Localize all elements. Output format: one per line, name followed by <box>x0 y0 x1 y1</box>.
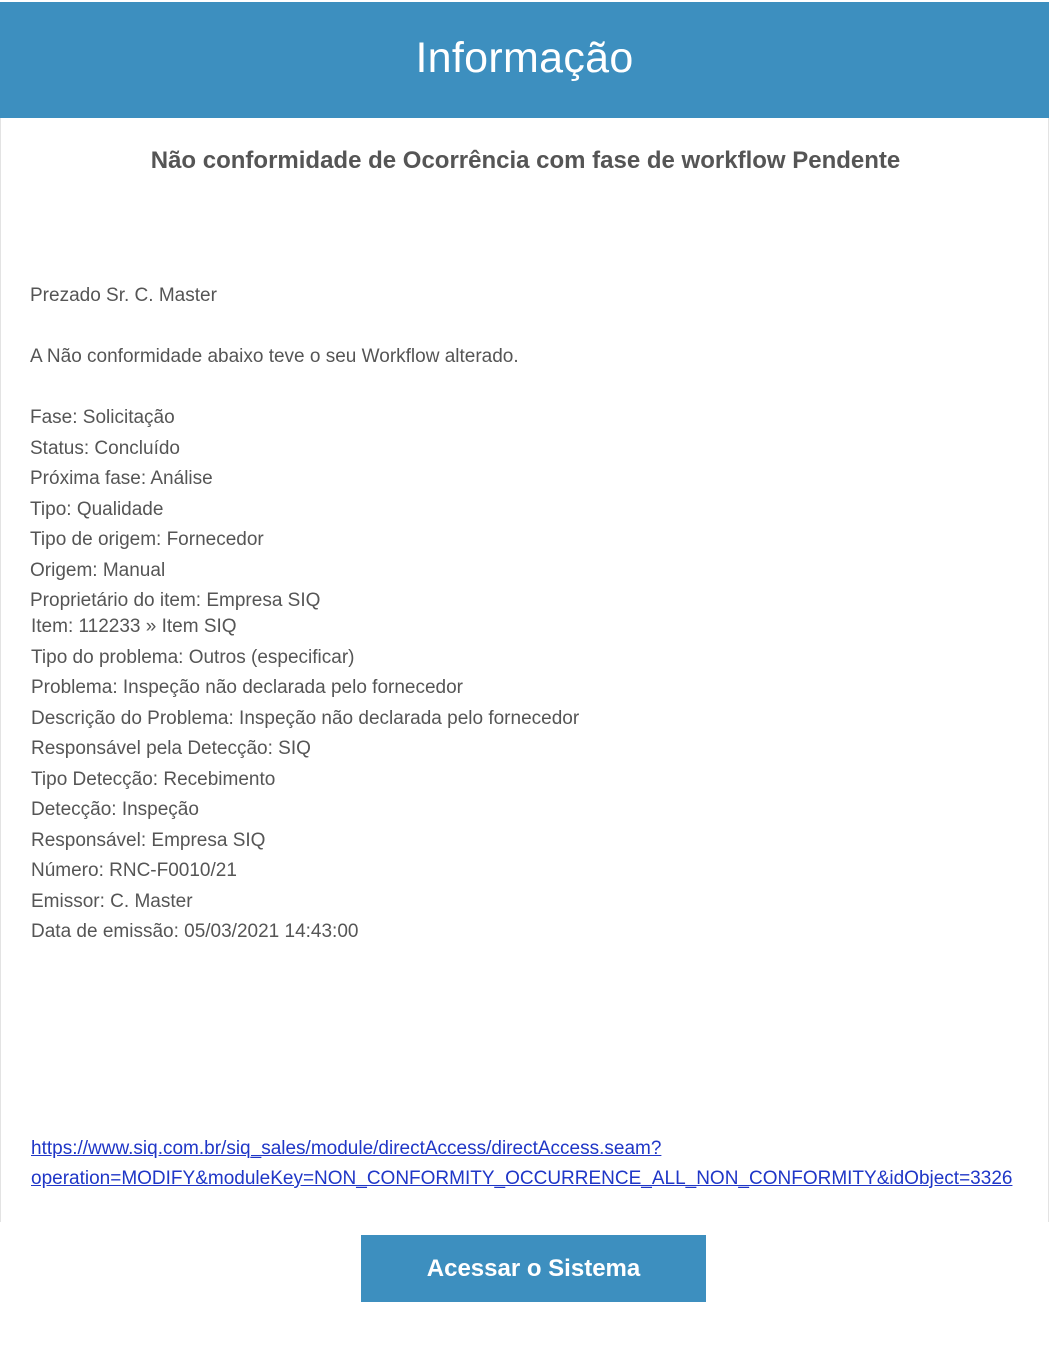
greeting-text: Prezado Sr. C. Master <box>30 285 217 306</box>
header-title: Informação <box>415 33 634 82</box>
detail-emissor: Emissor: C. Master <box>31 890 193 912</box>
direct-access-link-line2[interactable]: operation=MODIFY&moduleKey=NON_CONFORMITY_OCCURRENCE_ALL_NON_CONFORMITY&idObject=3326 <box>31 1168 1013 1189</box>
detail-fase: Fase: Solicitação <box>30 407 175 428</box>
detail-problema: Problema: Inspeção não declarada pelo fornecedor <box>31 677 464 698</box>
detail-tipo-origem: Tipo de origem: Fornecedor <box>30 529 264 550</box>
detail-tipo-problema: Tipo do problema: Outros (especificar) <box>31 646 355 668</box>
detail-deteccao: Detecção: Inspeção <box>31 799 199 820</box>
detail-responsavel-deteccao: Responsável pela Detecção: SIQ <box>31 738 311 759</box>
details-list <box>30 407 579 952</box>
detail-descricao-problema: Descrição do Problema: Inspeção não declarada pelo fornecedor <box>31 707 580 729</box>
direct-access-link[interactable] <box>31 1134 1031 1194</box>
detail-tipo: Tipo: Qualidade <box>30 498 164 520</box>
detail-status: Status: Concluído <box>30 437 180 459</box>
detail-proprietario: Proprietário do item: Empresa SIQ <box>30 590 321 611</box>
page-title: Não conformidade de Ocorrência com fase de workflow Pendente <box>150 147 901 174</box>
detail-item: Item: 112233 » Item SIQ <box>31 616 237 637</box>
detail-numero: Número: RNC-F0010/21 <box>31 860 237 881</box>
access-system-button[interactable]: Acessar o Sistema <box>361 1235 706 1302</box>
detail-origem: Origem: Manual <box>30 559 166 581</box>
detail-responsavel: Responsável: Empresa SIQ <box>31 829 266 851</box>
detail-tipo-deteccao: Tipo Detecção: Recebimento <box>31 768 276 790</box>
header-banner <box>0 2 1049 118</box>
direct-access-link-line1[interactable]: https://www.siq.com.br/siq_sales/module/directAccess/directAccess.seam? <box>31 1138 662 1159</box>
intro-text: A Não conformidade abaixo teve o seu Workflow alterado. <box>30 346 519 367</box>
detail-data-emissao: Data de emissão: 05/03/2021 14:43:00 <box>31 921 359 942</box>
detail-proxima-fase: Próxima fase: Análise <box>30 468 213 489</box>
